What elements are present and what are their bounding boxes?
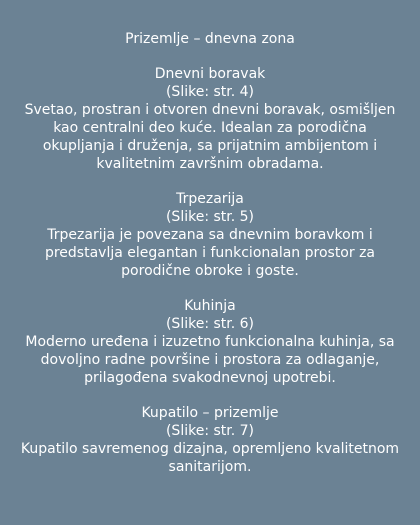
section-image-reference: (Slike: str. 5) [165, 209, 255, 225]
section-title: Kupatilo – prizemlje [141, 405, 279, 421]
section-title: Dnevni boravak [154, 66, 266, 82]
section-description: Kupatilo savremenog dizajna, opremljeno kvalitetnom sanitarijom. [20, 441, 400, 475]
section-kitchen [14, 297, 406, 387]
section-description: Trpezarija je povezana sa dnevnim boravkom i predstavlja elegantan i funkcionalan prostor za porodične obroke i goste. [44, 227, 376, 279]
section-title: Trpezarija [176, 191, 244, 207]
section-title: Kuhinja [184, 298, 236, 314]
section-living-room [14, 65, 406, 173]
section-dining-room [14, 190, 406, 280]
section-description: Moderno uređena i izuzetno funkcionalna kuhinja, sa dovoljno radne površine i prostora za odlaganje, prilagođena svakodnevnoj upotrebi. [25, 334, 395, 386]
section-description: Svetao, prostran i otvoren dnevni boravak, osmišljen kao centralni deo kuće. Idealan za porodična okupljanja i druženja, sa prijatnim ambijentom i kvalitetnim završnim obradama. [24, 102, 396, 172]
section-image-reference: (Slike: str. 4) [165, 84, 255, 100]
section-image-reference: (Slike: str. 6) [165, 316, 255, 332]
page-heading: Prizemlje – dnevna zona [125, 31, 295, 47]
section-image-reference: (Slike: str. 7) [165, 423, 255, 439]
section-bathroom [14, 404, 406, 476]
